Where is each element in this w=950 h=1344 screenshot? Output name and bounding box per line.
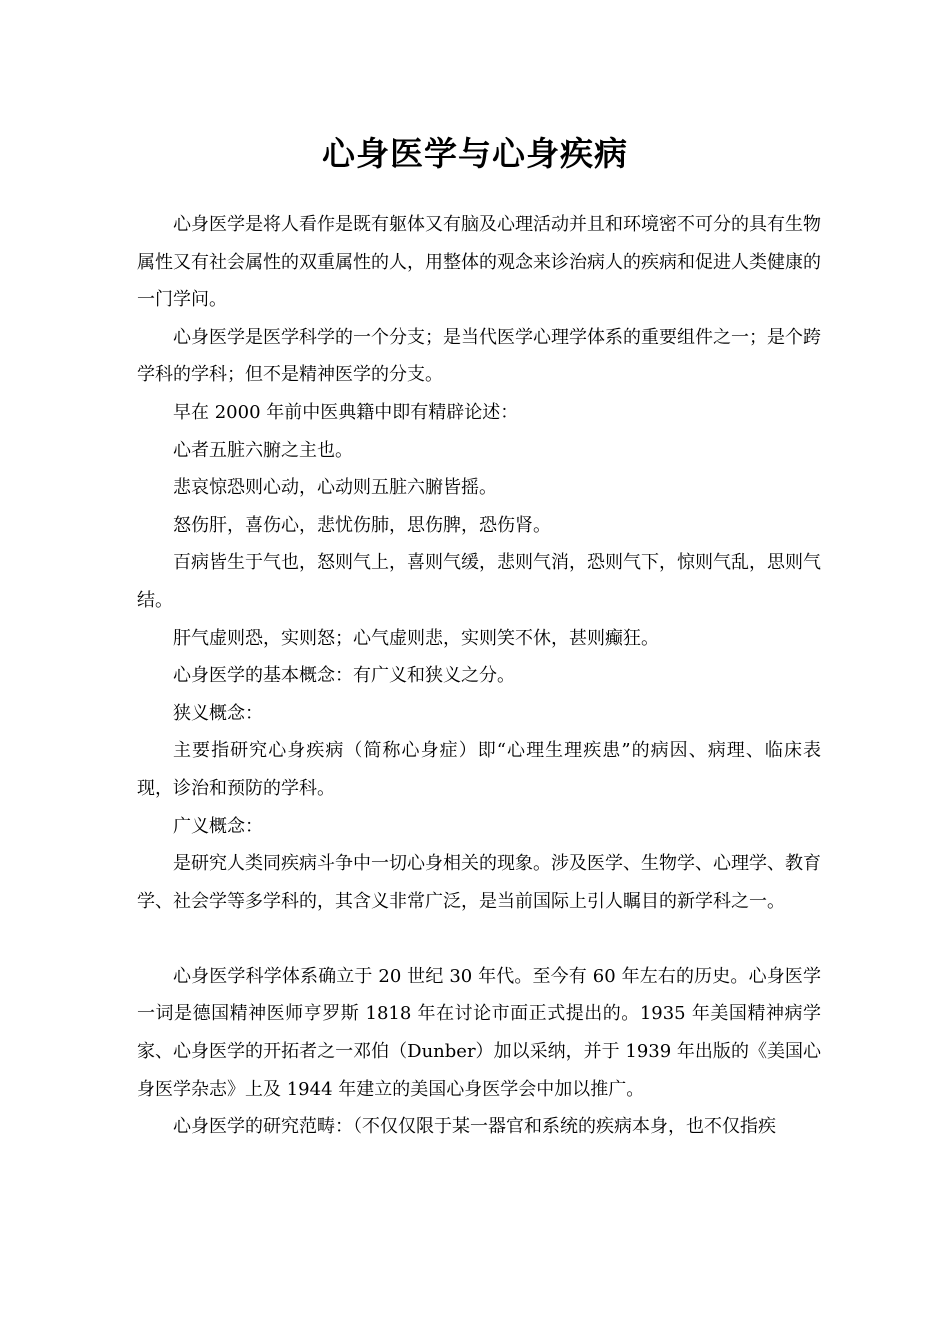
paragraph-spacer <box>137 920 821 958</box>
paragraph-11: 主要指研究心身疾病（简称心身症）即“心理生理疾患”的病因、病理、临床表现，诊治和预防的学科。 <box>137 740 821 799</box>
paragraph-5: 悲哀惊恐则心动，心动则五脏六腑皆摇。 <box>173 477 497 499</box>
paragraph-2: 心身医学是医学科学的一个分支；是当代医学心理学体系的重要组件之一；是个跨学科的学科；但不是精神医学的分支。 <box>137 326 821 386</box>
document-body <box>137 206 821 1146</box>
paragraph-10: 狭义概念： <box>173 702 263 724</box>
paragraph-8: 肝气虚则恐，实则怒；心气虚则悲，实则笑不休，甚则癫狂。 <box>173 627 659 649</box>
paragraph-14: 心身医学科学体系确立于 20 世纪 30 年代。至今有 60 年左右的历史。心身医学一词是德国精神医师亨罗斯 1818 年在讨论市面正式提出的。1935 年美国精神病学家、心身医学的开拓者之一邓伯（Dunber）加以采纳，并于 1939 年出版的《美国心身医学杂志》上及 1944 年建立的美国心身医学会中加以推广。 <box>137 965 821 1100</box>
paragraph-13: 是研究人类同疾病斗争中一切心身相关的现象。涉及医学、生物学、心理学、教育学、社会学等多学科的，其含义非常广泛，是当前国际上引人瞩目的新学科之一。 <box>137 853 821 912</box>
paragraph-6: 怒伤肝，喜伤心，悲忧伤肺，思伤脾，恐伤肾。 <box>173 514 551 536</box>
paragraph-9: 心身医学的基本概念：有广义和狭义之分。 <box>173 665 515 687</box>
paragraph-1: 心身医学是将人看作是既有躯体又有脑及心理活动并且和环境密不可分的具有生物属性又有社会属性的双重属性的人，用整体的观念来诊治病人的疾病和促进人类健康的一门学问。 <box>137 214 821 311</box>
paragraph-4: 心者五脏六腑之主也。 <box>173 439 353 461</box>
document-title: 心身医学与心身疾病 <box>322 134 628 174</box>
paragraph-15: 心身医学的研究范畴：（不仅仅限于某一器官和系统的疾病本身，也不仅指疾 <box>173 1116 776 1138</box>
paragraph-3: 早在 2000 年前中医典籍中即有精辟论述： <box>173 401 519 423</box>
paragraph-12: 广义概念： <box>173 815 263 837</box>
paragraph-7: 百病皆生于气也，怒则气上，喜则气缓，悲则气消，恐则气下，惊则气乱，思则气结。 <box>137 552 821 611</box>
